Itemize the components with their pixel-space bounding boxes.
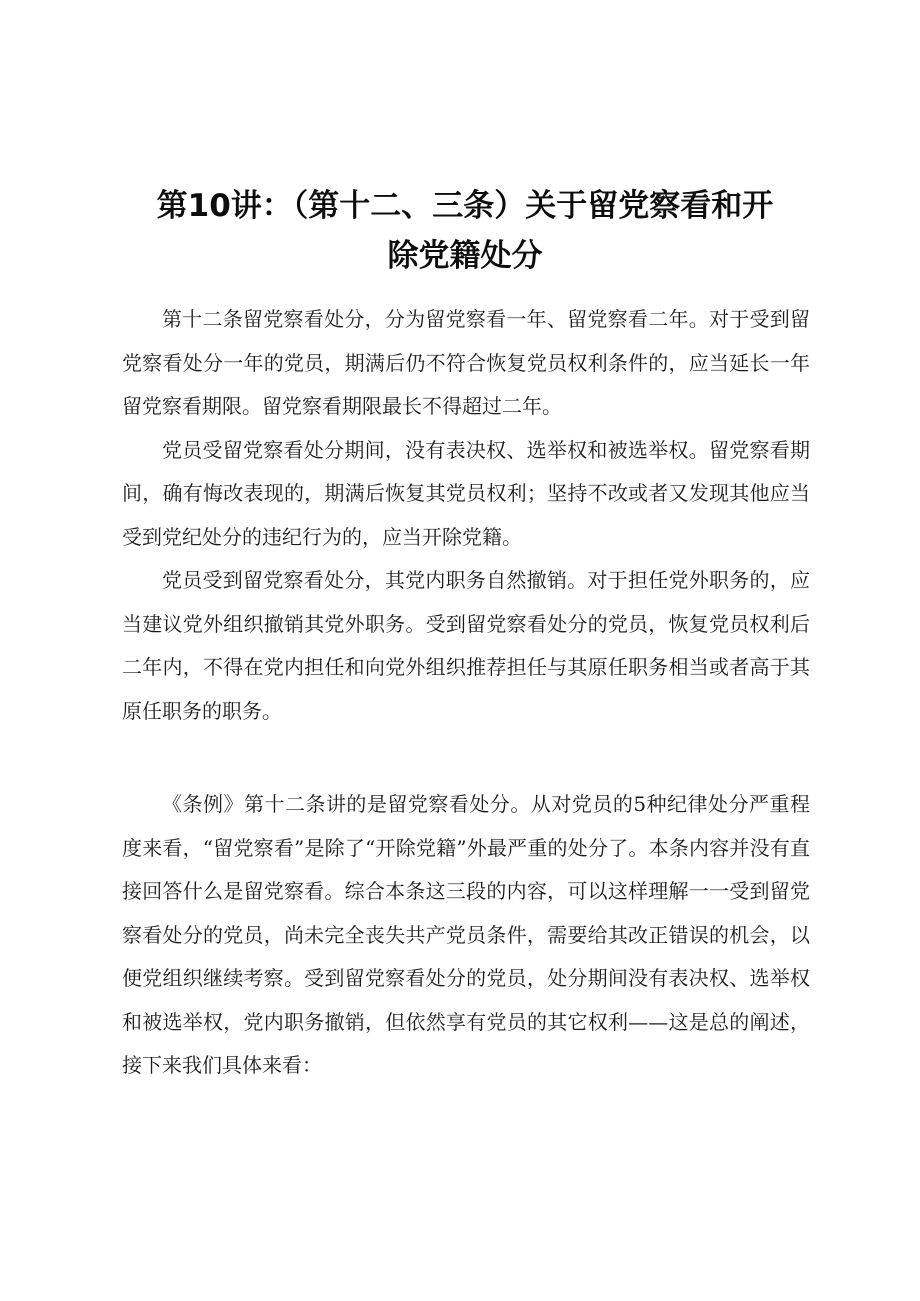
article-paragraph-2: 党员受留党察看处分期间，没有表决权、选举权和被选举权。留党察看期间，确有悔改表现的，期满后恢复其党员权利；坚持不改或者又发现其他应当受到党纪处分的违纪行为的，应当开除党籍。	[122, 437, 810, 549]
commentary-text	[122, 783, 810, 1088]
title-line-1: 第10讲：（第十二、三条）关于留党察看和开	[156, 187, 774, 224]
document-title	[120, 181, 810, 281]
title-line-2: 除党籍处分	[387, 237, 543, 274]
article-text	[122, 298, 810, 733]
article-paragraph-3: 党员受到留党察看处分，其党内职务自然撤销。对于担任党外职务的，应当建议党外组织撤销其党外职务。受到留党察看处分的党员，恢复党员权利后二年内，不得在党内担任和向党外组织推荐担任与其原任职务相当或者高于其原任职务的职务。	[122, 568, 810, 723]
article-paragraph-1: 第十二条留党察看处分，分为留党察看一年、留党察看二年。对于受到留党察看处分一年的党员，期满后仍不符合恢复党员权利条件的，应当延长一年留党察看期限。留党察看期限最长不得超过二年。	[122, 307, 810, 418]
commentary-paragraph-1: 《条例》第十二条讲的是留党察看处分。从对党员的5种纪律处分严重程度来看，“留党察看”是除了“开除党籍”外最严重的处分了。本条内容并没有直接回答什么是留党察看。综合本条这三段的内容，可以这样理解一一受到留党察看处分的党员，尚未完全丧失共产党员条件，需要给其改正错误的机会，以便党组织继续考察。受到留党察看处分的党员，处分期间没有表决权、选举权和被选举权，党内职务撤销，但依然享有党员的其它权利——这是总的阐述，接下来我们具体来看：	[122, 792, 810, 1077]
